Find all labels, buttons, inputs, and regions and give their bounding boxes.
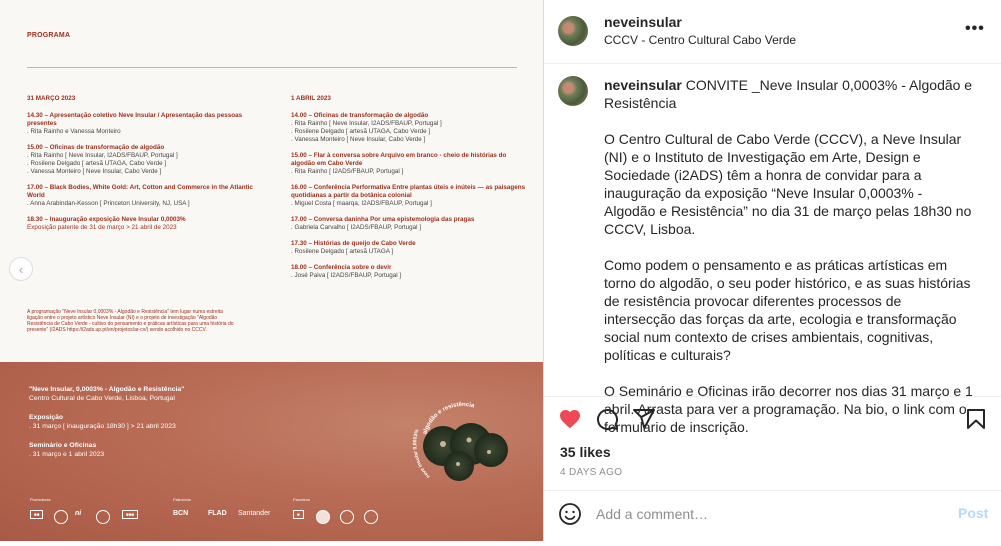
session-title: 15.00 – Flar à conversa sobre Arquivo em branco - cheio de histórias do algodão em Cabo Verde: [291, 152, 507, 167]
caption-paragraph: O Centro Cultural de Cabo Verde (CCCV), a Neve Insular (NI) e o Instituto de Investigação em Arte, Design e Sociedade (i2ADS) têm a honra de convidar para a inauguração da exposição “Neve Insular 0,0003% - Algodão e Resistência” no dia 31 de março pelas 18h30 no CCCV, Lisboa.: [604, 131, 972, 237]
banner-expo-dates: . 31 março [ inauguração 18h30 ] > 21 abril 2023: [29, 422, 176, 430]
caption-paragraph: O Seminário e Oficinas irão decorrer nos dias 31 março e 1 abril. Arrasta para ver a programação. Na bio, o link com o formulário de inscrição.: [604, 383, 973, 435]
session-line: . Rosilene Delgado [ artesã UTAGA ]: [291, 248, 394, 255]
caption: [604, 76, 976, 436]
session: [291, 216, 526, 232]
chevron-left-icon: ‹: [18, 261, 24, 277]
divider: [27, 67, 517, 68]
heart-icon[interactable]: [558, 407, 582, 431]
likes-count[interactable]: 35 likes: [560, 444, 611, 460]
session-title: 15.00 – Oficinas de transformação de algodão: [27, 144, 165, 151]
session: [291, 112, 526, 144]
more-icon: •••: [965, 20, 985, 37]
seal-side-text: neve insular 0,0003%: [412, 428, 432, 480]
banner-info: [29, 386, 259, 459]
emoji-icon[interactable]: [558, 502, 582, 526]
session: [291, 240, 526, 256]
session-line: . Rita Rainho [ Neve Insular, I2ADS/FBAUP, Portugal ]: [291, 120, 442, 127]
partner-logo-icon: ■■■: [122, 510, 138, 519]
cotton-seal-logo: [403, 384, 523, 504]
header-username[interactable]: neveinsular: [604, 14, 682, 30]
program-day-2: [291, 95, 526, 288]
session-line: . Rita Rainho [ Neve Insular, I2ADS/FBAUP, Portugal ]: [27, 152, 178, 159]
session-line: . Anna Arabindan-Kesson [ Princeton University, NJ, USA ]: [27, 200, 190, 207]
partner-logo-icon: [54, 510, 68, 524]
partner-labels: [30, 497, 530, 503]
partner-logo-icon: ■■: [30, 510, 43, 519]
session-line: . Rosilene Delgado [ artesã UTAGA, Cabo Verde ]: [27, 160, 167, 167]
share-icon[interactable]: [632, 407, 656, 431]
post-timestamp[interactable]: 4 DAYS AGO: [560, 467, 623, 478]
banner-title: "Neve Insular, 0,0003% - Algodão e Resistência": [29, 386, 185, 393]
caption-area: [544, 64, 1001, 435]
partner-label: Patrocínio: [173, 497, 192, 502]
more-options-button[interactable]: [965, 20, 985, 38]
caption-paragraph: Como podem o pensamento e as práticas artísticas em torno do algodão, o seu poder histórico, e as suas histórias de resistência provocar diferentes processos de intersecção das forças da arte, ecologia e transformação social num contexto de crises ambientais, cognitivas, políticas e culturais?: [604, 257, 971, 363]
partner-logo-icon: [364, 510, 378, 524]
banner-expo-title: Exposição: [29, 414, 63, 421]
partner-label: Promotores: [30, 497, 51, 502]
event-banner: [0, 362, 543, 541]
session-title: 14.30 – Apresentação coletivo Neve Insular / Apresentação das pessoas presentes: [27, 112, 243, 127]
partner-label: Parceiros: [293, 497, 310, 502]
partner-logo-icon: [340, 510, 354, 524]
seal-arc-text: algodão e resistência: [422, 401, 475, 436]
banner-seminar: [29, 442, 259, 459]
partner-logo-icon: [96, 510, 110, 524]
bookmark-icon[interactable]: [964, 407, 988, 431]
post-comment-button[interactable]: Post: [958, 505, 989, 521]
avatar[interactable]: [558, 76, 588, 106]
session: [27, 144, 267, 176]
partner-logo-icon: ■: [293, 510, 304, 519]
session-title: 16.00 – Conferência Performativa Entre plantas úteis e inúteis — as paisagens quotidianas a partir da botânica colonial: [291, 184, 526, 199]
session-line: . Rita Rainho [ I2ADS/FBAUP, Portugal ]: [291, 168, 404, 175]
program-footnote: A programação "Neve Insular 0,0003% - Algodão e Resistência" tem lugar numa estreita ligação entre o projeto artístico Neve Insular (NI) e o projeto de investigação "Algodão Resistência de Cabo Verde - cultivo do pensamento e práticas artísticas para uma história do presente" (I2ADS https://i2ads.up.pt/en/projetos/ar-cv/) sendo acolhido no CCCV.: [27, 309, 234, 333]
session-title: 18.00 – Conferência sobre o devir: [291, 264, 392, 271]
partner-logo-icon: [316, 510, 330, 524]
session-line: . Miguel Costa [ maarqa, I2ADS/FBAUP, Portugal ]: [291, 200, 432, 207]
post-sidebar: [543, 0, 1000, 541]
session-line: . José Paiva [ I2ADS/FBAUP, Portugal ]: [291, 272, 402, 279]
program-heading: PROGRAMA: [27, 32, 71, 39]
comment-bar: [544, 490, 1001, 545]
banner-expo: [29, 414, 259, 431]
carousel-prev-button[interactable]: [9, 257, 33, 281]
banner-seminar-dates: . 31 março e 1 abril 2023: [29, 450, 105, 458]
session: [27, 184, 267, 208]
session-line: . Rita Rainho e Vanessa Monteiro: [27, 128, 121, 135]
banner-venue: Centro Cultural de Cabo Verde, Lisboa, Portugal: [29, 394, 175, 402]
program-day-1: [27, 95, 267, 240]
session: [27, 216, 267, 232]
session-title: 18.30 – Inauguração exposição Neve Insular 0,0003%: [27, 216, 186, 223]
comment-icon[interactable]: [595, 407, 619, 431]
session-line: . Vanessa Monteiro [ Neve Insular, Cabo Verde ]: [27, 168, 162, 175]
session-title: 14.00 – Oficinas de transformação de algodão: [291, 112, 429, 119]
session-line: . Gabriela Carvalho [ I2ADS/FBAUP, Portugal ]: [291, 224, 422, 231]
post-actions: [544, 396, 1001, 546]
day-date: 31 MARÇO 2023: [27, 95, 76, 102]
banner-seminar-title: Seminário e Oficinas: [29, 442, 97, 449]
session-title: 17.00 – Conversa daninha Por uma epistemologia das pragas: [291, 216, 475, 223]
partner-logo-bcn: BCN: [173, 510, 189, 517]
session-line: . Rosilene Delgado [ artesã UTAGA, Cabo Verde ]: [291, 128, 431, 135]
session: [291, 264, 526, 280]
session-title: 17.00 – Black Bodies, White Gold: Art, Cotton and Commerce in the Atlantic World: [27, 184, 253, 199]
caption-username[interactable]: neveinsular: [604, 77, 682, 93]
comment-input[interactable]: [596, 504, 936, 524]
session-title: 17.30 – Histórias de queijo de Cabo Verde: [291, 240, 416, 247]
day-date: 1 ABRIL 2023: [291, 95, 331, 102]
session-line: . Vanessa Monteiro [ Neve Insular, Cabo Verde ]: [291, 136, 426, 143]
caption-title: CONVITE _Neve Insular 0,0003% - Algodão e Resistência: [604, 77, 973, 111]
avatar[interactable]: [558, 16, 588, 46]
partner-logo-icon: ni: [75, 510, 82, 517]
session-line: Exposição patente de 31 de março > 21 abril de 2023: [27, 224, 177, 231]
session: [291, 152, 526, 176]
session: [291, 184, 526, 208]
partner-logo-flad: FLAD: [208, 510, 227, 517]
post-header: [544, 0, 1001, 64]
partner-logo-santander: Santander: [238, 510, 271, 517]
session: [27, 112, 267, 136]
header-location[interactable]: CCCV - Centro Cultural Cabo Verde: [604, 33, 797, 47]
